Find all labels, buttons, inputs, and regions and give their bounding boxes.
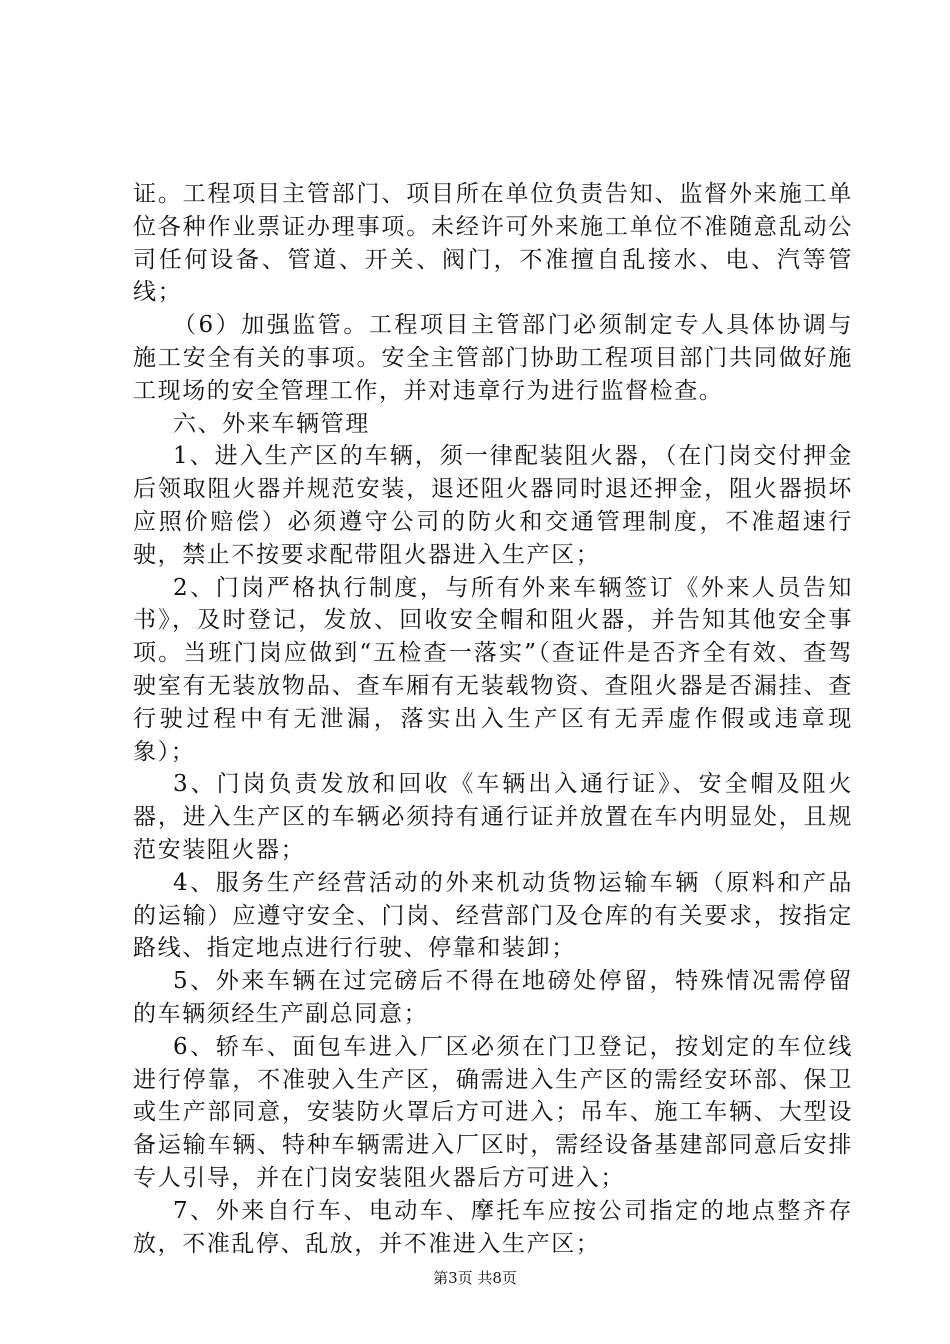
paragraph-item-1: 1、进入生产区的车辆，须一律配装阻火器，（在门岗交付押金后领取阻火器并规范安装，退还阻火器同时退还押金，阻火器损坏应照价赔偿）必须遵守公司的防火和交通管理制度，不准超速行驶，禁止不按要求配带阻火器进入生产区； xyxy=(133,443,853,568)
paragraph-item-5: 5、外来车辆在过完磅后不得在地磅处停留，特殊情况需停留的车辆须经生产副总同意； xyxy=(133,968,853,1027)
paragraph-supervision: （6）加强监管。工程项目主管部门必须制定专人具体协调与施工安全有关的事项。安全主管部门协助工程项目部门共同做好施工现场的安全管理工作，并对违章行为进行监督检查。 xyxy=(133,312,853,404)
paragraph-item-7: 7、外来自行车、电动车、摩托车应按公司指定的地点整齐存放，不准乱停、乱放，并不准进入生产区； xyxy=(133,1197,853,1257)
paragraph-item-2: 2、门岗严格执行制度，与所有外来车辆签订《外来人员告知书》，及时登记，发放、回收安全帽和阻火器，并告知其他安全事项。当班门岗应做到“五检查一落实”（查证件是否齐全有效、查驾驶室有无装放物品、查车厢有无装载物资、查阻火器是否漏挂、查行驶过程中有无泄漏，落实出入生产区有无弄虚作假或违章现象）； xyxy=(133,574,853,765)
paragraph-item-6: 6、轿车、面包车进入厂区必须在门卫登记，按划定的车位线进行停靠，不准驶入生产区，确需进入生产区的需经安环部、保卫或生产部同意，安装防火罩后方可进入；吊车、施工车辆、大型设备运输车辆、特种车辆需进入厂区时，需经设备基建部同意后安排专人引导，并在门岗安装阻火器后方可进入； xyxy=(133,1033,853,1191)
paragraph-item-4: 4、服务生产经营活动的外来机动货物运输车辆（原料和产品的运输）应遵守安全、门岗、经营部门及仓库的有关要求，按指定路线、指定地点进行行驶、停靠和装卸； xyxy=(133,869,853,962)
document-body xyxy=(133,178,853,1260)
paragraph-continuation: 证。工程项目主管部门、项目所在单位负责告知、监督外来施工单位各种作业票证办理事项。未经许可外来施工单位不准随意乱动公司任何设备、管道、开关、阀门，不准擅自乱接水、电、汽等管线； xyxy=(133,181,853,306)
paragraph-item-3: 3、门岗负责发放和回收《车辆出入通行证》、安全帽及阻火器，进入生产区的车辆必须持有通行证并放置在车内明显处，且规范安装阻火器； xyxy=(133,771,853,863)
page-number-footer: 第3页 共8页 xyxy=(433,1269,517,1287)
section-heading-vehicle-management: 六、外来车辆管理 xyxy=(173,410,370,437)
